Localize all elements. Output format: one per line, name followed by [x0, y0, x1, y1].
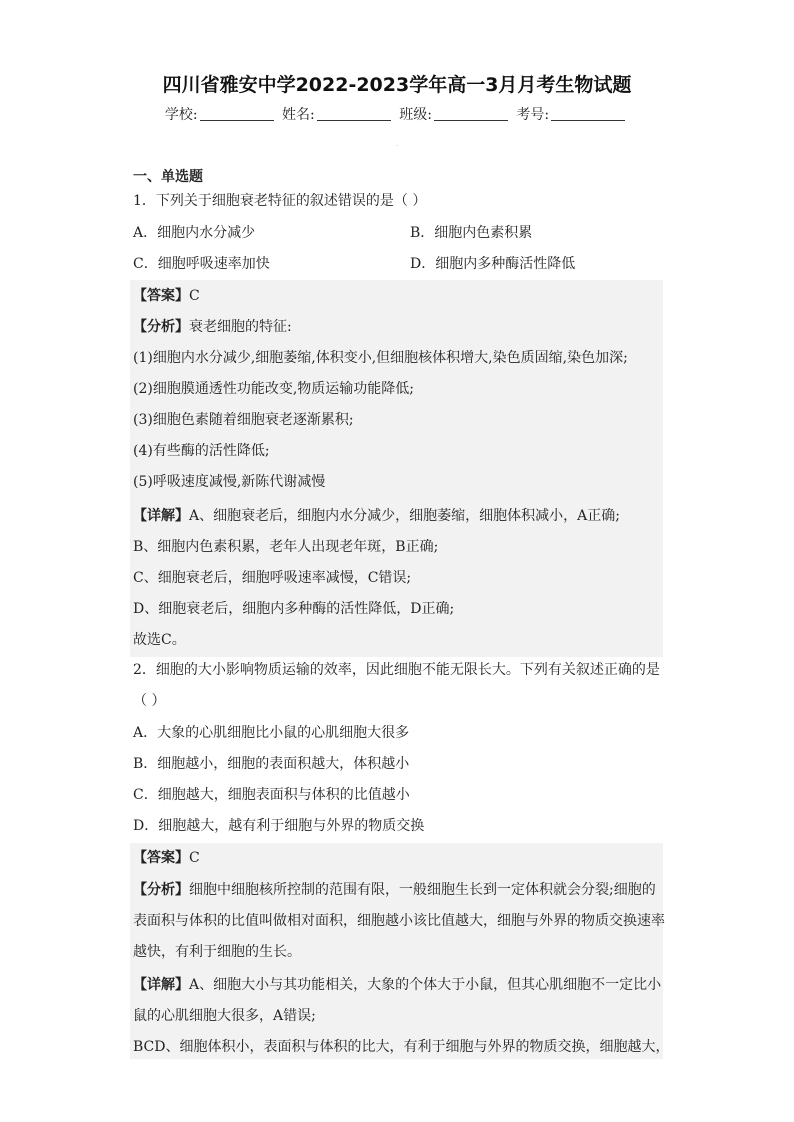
q1-analysis-label: 【分析】 — [133, 319, 189, 335]
center-dot: · — [396, 143, 398, 150]
q1-option-a: A．细胞内水分减少 — [133, 225, 256, 241]
exam-number-blank — [551, 106, 625, 121]
q2-stem-line1: 2．细胞的大小影响物质运输的效率，因此细胞不能无限长大。下列有关叙述正确的是 — [133, 662, 660, 678]
q1-detail-label: 【详解】 — [133, 508, 189, 524]
q1-answer-value: C — [189, 288, 200, 304]
q1-detail — [133, 507, 620, 525]
q1-analysis-item: (3)细胞色素随着细胞衰老逐渐累积; — [133, 412, 354, 428]
q2-option-d: D．细胞越大，越有利于细胞与外界的物质交换 — [133, 818, 425, 834]
q1-analysis-item: (1)细胞内水分减少,细胞萎缩,体积变小,但细胞核体积增大,染色质固缩,染色加深; — [133, 350, 628, 366]
q2-detail-label: 【详解】 — [133, 977, 189, 993]
class-blank — [434, 106, 508, 121]
q1-option-d: D．细胞内多种酶活性降低 — [410, 256, 576, 272]
q2-analysis — [133, 881, 656, 899]
q2-analysis-line: 越快，有利于细胞的生长。 — [133, 944, 301, 960]
q1-answer — [133, 287, 200, 305]
q1-analysis-item: (5)呼吸速度减慢,新陈代谢减慢 — [133, 474, 326, 490]
school-blank — [200, 106, 274, 121]
q1-analysis-item: (4)有些酶的活性降低; — [133, 443, 270, 459]
q2-detail — [133, 976, 661, 994]
school-label: 学校: — [164, 107, 198, 123]
q2-analysis-line1: 细胞中细胞核所控制的范围有限，一般细胞生长到一定体积就会分裂;细胞的 — [189, 882, 656, 898]
q1-analysis-intro: 衰老细胞的特征: — [189, 319, 292, 335]
q2-analysis-line: 表面积与体积的比值叫做相对面积，细胞越小该比值越大，细胞与外界的物质交换速率 — [133, 913, 665, 929]
q2-option-a: A．大象的心肌细胞比小鼠的心肌细胞大很多 — [133, 725, 410, 741]
name-blank — [317, 106, 391, 121]
section-title: 一、单选题 — [133, 169, 203, 185]
q2-stem-line2: （ ） — [133, 693, 166, 709]
q1-option-c: C．细胞呼吸速率加快 — [133, 256, 270, 272]
document-title: 四川省雅安中学2022-2023学年高一3月月考生物试题 — [162, 74, 632, 96]
q1-analysis-item: (2)细胞膜通透性功能改变,物质运输功能降低; — [133, 381, 414, 397]
q2-analysis-label: 【分析】 — [133, 882, 189, 898]
name-label: 姓名: — [282, 107, 315, 123]
q2-option-c: C．细胞越大，细胞表面积与体积的比值越小 — [133, 787, 410, 803]
q2-answer-label: 【答案】 — [133, 850, 189, 866]
class-label: 班级: — [399, 107, 432, 123]
q1-detail-line: 故选C。 — [133, 632, 186, 648]
q1-answer-label: 【答案】 — [133, 288, 189, 304]
q2-detail-line: BCD、细胞体积小，表面积与体积的比大，有利于细胞与外界的物质交换，细胞越大， — [133, 1039, 670, 1055]
q1-detail-line: C、细胞衰老后，细胞呼吸速率减慢，C错误; — [133, 570, 412, 586]
q1-option-b: B．细胞内色素积累 — [410, 225, 533, 241]
q2-answer-value: C — [189, 850, 200, 866]
student-info-row — [0, 104, 794, 124]
q2-detail-line1: A、细胞大小与其功能相关，大象的个体大于小鼠，但其心肌细胞不一定比小 — [189, 977, 662, 993]
q1-stem: 1．下列关于细胞衰老特征的叙述错误的是（ ） — [133, 193, 427, 209]
q2-answer — [133, 849, 200, 867]
q2-option-b: B．细胞越小，细胞的表面积越大，体积越小 — [133, 756, 410, 772]
q1-detail-first: A、细胞衰老后，细胞内水分减少，细胞萎缩，细胞体积减小，A正确; — [189, 508, 620, 524]
q1-detail-line: D、细胞衰老后，细胞内多种酶的活性降低，D正确; — [133, 601, 455, 617]
q1-detail-line: B、细胞内色素积累，老年人出现老年斑，B正确; — [133, 539, 439, 555]
exam-number-label: 考号: — [516, 107, 550, 123]
q2-detail-line: 鼠的心肌细胞大很多，A错误; — [133, 1008, 316, 1024]
q1-analysis — [133, 318, 292, 336]
